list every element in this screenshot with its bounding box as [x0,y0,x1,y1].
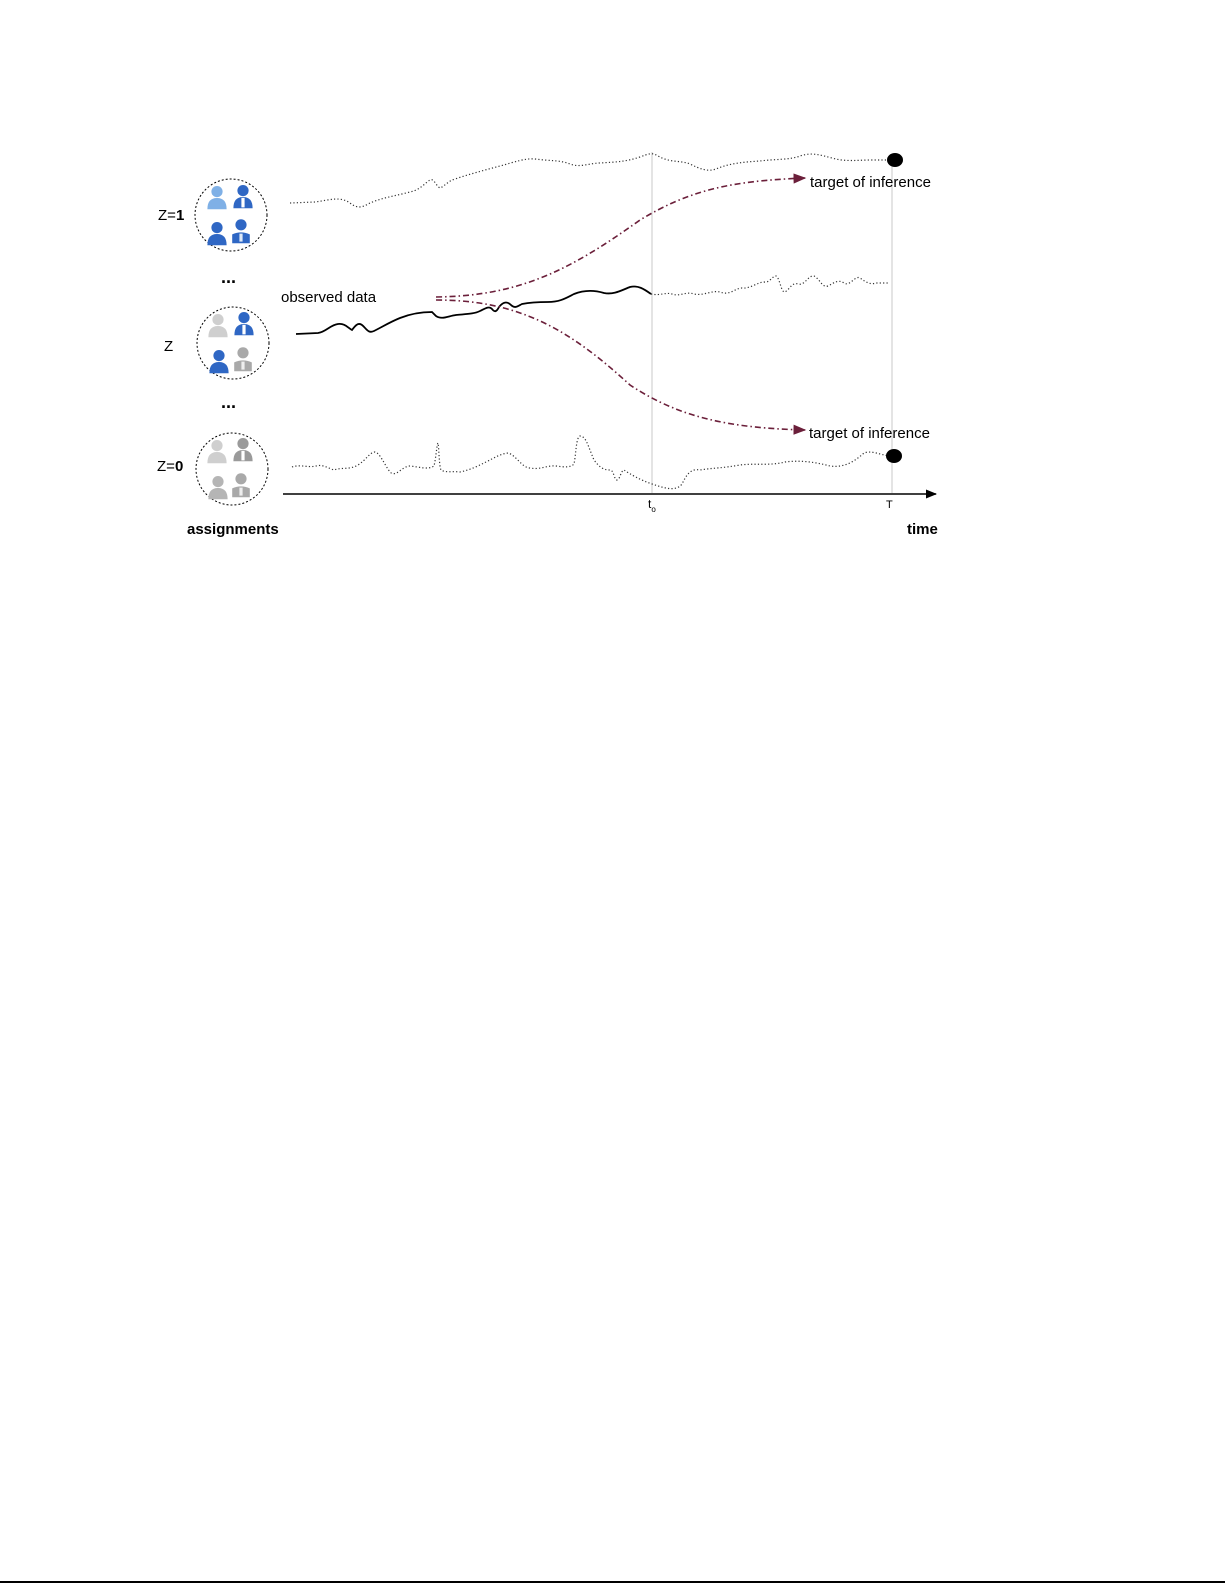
endpoint-marker-bottom [886,449,902,463]
businessman-gray-icon [234,347,252,371]
inference-arrow-top [436,178,805,297]
label-z1: Z=1 [158,207,185,224]
person-blue-icon [207,222,226,245]
assignments-label: assignments [187,521,279,538]
doctor-blue-icon [233,185,252,208]
group-circle-z [197,307,269,379]
doctor-gray-icon [233,438,252,461]
person-blue-icon [207,186,226,209]
target-label-top: target of inference [810,174,931,191]
person-gray-icon [208,476,227,499]
doctor-blue-icon [234,312,253,335]
group-z0 [196,433,268,505]
page-bottom-rule [0,1581,1225,1583]
time-label: time [907,521,938,538]
ellipsis-bottom: ... [221,392,237,412]
inference-arrow-bottom [436,300,805,430]
label-z0-value: 0 [174,458,184,475]
endpoint-marker-top [887,153,903,167]
businessman-gray-icon [232,473,250,497]
person-blue-icon [209,350,228,373]
label-z1-value: 1 [175,207,185,224]
label-z: Z [164,338,174,355]
trajectory-z-future [651,276,888,295]
observed-data-label: observed data [281,289,377,306]
trajectory-z1 [290,154,890,207]
tick-t0-subscript: o [651,505,656,514]
tick-t0: $t_o$ [648,497,656,514]
trajectory-z0 [292,436,890,489]
businessman-blue-icon [232,219,250,243]
group-circle-z1 [195,179,267,251]
target-label-bottom: target of inference [809,425,930,442]
group-z [197,307,269,379]
person-gray-icon [207,440,226,463]
group-z1 [195,179,267,251]
group-circle-z0 [196,433,268,505]
tick-T: T [886,499,893,511]
person-gray-icon [208,314,227,337]
ellipsis-top: ... [221,267,237,287]
label-z0: Z=0 [157,458,184,475]
